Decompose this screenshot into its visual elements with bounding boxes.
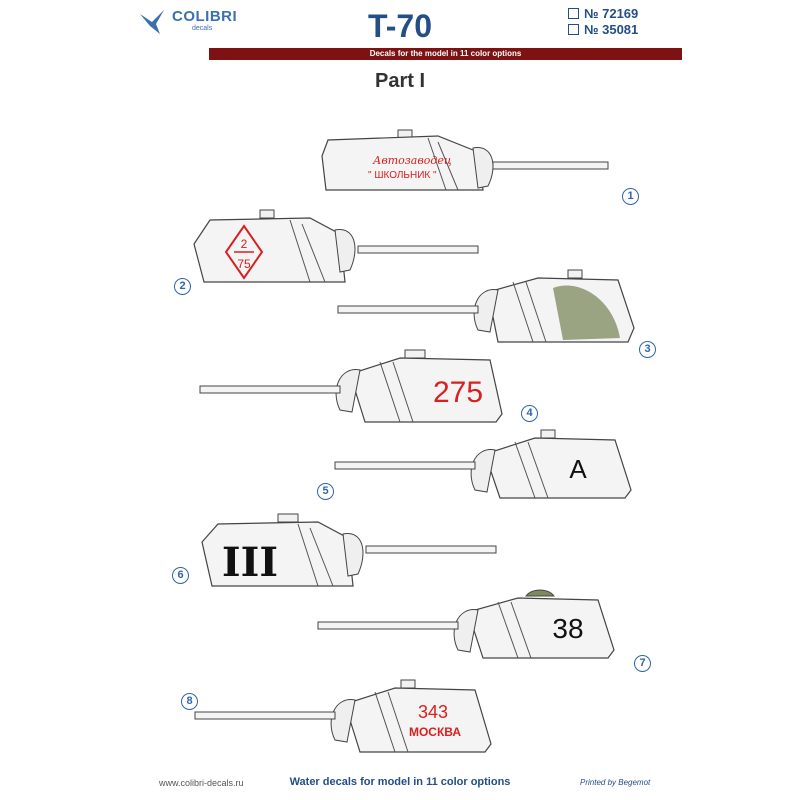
marking-text: 275 [432, 376, 484, 409]
subtitle-banner: Decals for the model in 11 color options [209, 48, 682, 60]
turret-option-7 [318, 588, 618, 668]
footer-tagline: Water decals for model in 11 color options [289, 776, 511, 788]
marking-text: 75 [237, 257, 251, 271]
turret-option-5 [335, 428, 635, 508]
option-number-2: 2 [174, 278, 191, 295]
option-number-3: 3 [639, 341, 656, 358]
logo-brand: COLIBRI [172, 8, 238, 25]
turret-option-3 [338, 268, 638, 348]
marking-text: 343 [417, 702, 449, 722]
checkbox-icon [568, 24, 579, 35]
page-title: T-70 [367, 8, 433, 44]
turret-option-4 [200, 348, 510, 428]
marking-text: III [221, 539, 279, 586]
checkbox-icon [568, 8, 579, 19]
option-number-5: 5 [317, 483, 334, 500]
order-number-1: № 72169 [568, 6, 638, 21]
option-number-7: 7 [634, 655, 651, 672]
marking-text: A [569, 454, 587, 484]
marking-text: МОСКВА [408, 725, 462, 739]
marking-text: " ШКОЛЬНИК " [368, 170, 437, 181]
option-number-4: 4 [521, 405, 538, 422]
part-heading: Part I [374, 70, 426, 92]
turret-option-1 [318, 126, 618, 196]
logo-sub: decals [192, 25, 213, 32]
footer-printed: Printed by Begemot [580, 778, 651, 787]
option-number-6: 6 [172, 567, 189, 584]
turret-option-6 [198, 512, 508, 592]
marking-text: 2 [240, 237, 248, 251]
marking-text: Автозаводец [373, 154, 452, 167]
option-number-1: 1 [622, 188, 639, 205]
order-number-2: № 35081 [568, 22, 638, 37]
turret-option-8 [195, 678, 505, 758]
footer-url: www.colibri-decals.ru [159, 778, 244, 788]
marking-text: 38 [552, 613, 584, 644]
option-number-8: 8 [181, 693, 198, 710]
